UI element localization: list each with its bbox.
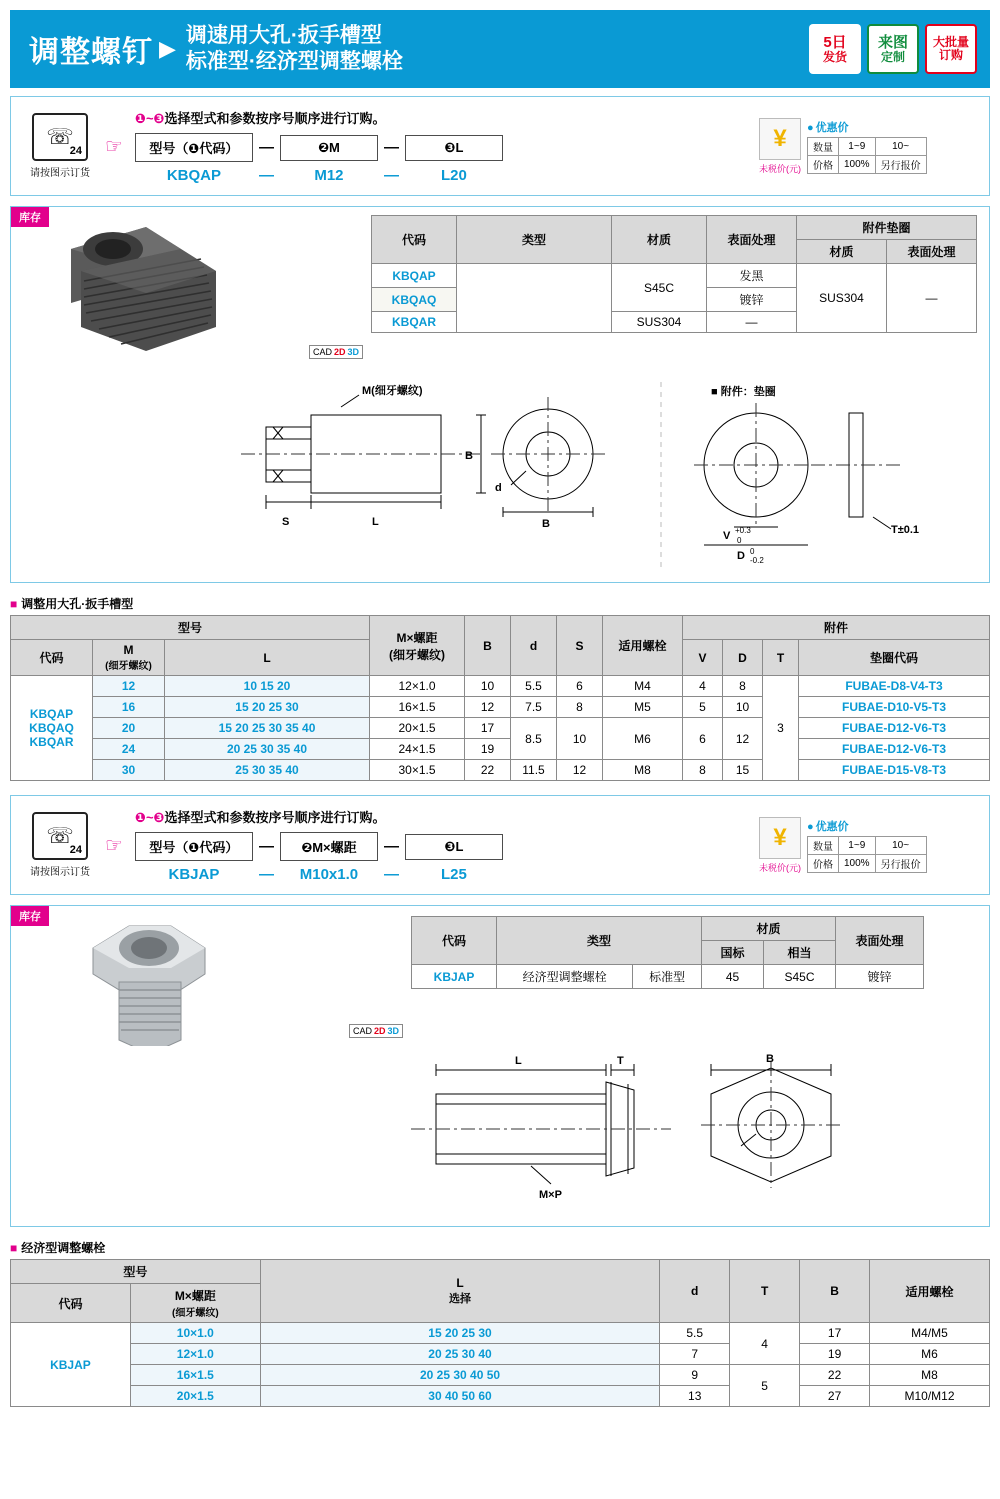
dash-1: —	[258, 139, 274, 156]
svg-text:■ 附件：垫圈: ■ 附件：垫圈	[711, 386, 776, 398]
order-field-model-2[interactable]: 型号（❶代码）	[135, 832, 253, 861]
technical-drawing-1	[11, 367, 989, 582]
phone-24h-icon-2: ☏ 24	[32, 812, 88, 860]
phone-24h-icon: ☏ 24	[32, 113, 88, 161]
table-row: KBQAP KBQAQ KBQAR 12 10 15 20 12×1.0 10 5.5 6 M4 4 8 3 FUBAE-D8-V4-T3	[11, 676, 990, 697]
stock-badge-1: 库存	[11, 207, 49, 227]
yen-icon-2: ¥	[759, 817, 801, 859]
pointing-hand-icon-2: ☞	[105, 834, 123, 857]
svg-text:D: D	[737, 550, 745, 562]
table-row: KBQAR SUS304 —	[372, 312, 977, 333]
table-row: 30 25 30 35 40 30×1.5 22 11.5 12 M8 8 15 FUBAE-D15-V8-T3	[11, 760, 990, 781]
badge-custom: 来图 定制	[867, 24, 919, 74]
table-row: KBQAP S45C 发黑 SUS304 —	[372, 264, 977, 288]
subtitle-line2: 标准型·经济型调整螺栓	[185, 50, 403, 73]
yen-icon-1: ¥	[759, 118, 801, 160]
svg-text:0: 0	[750, 547, 755, 556]
table-row: KBJAP 10×1.0 15 20 25 30 5.5 4 17 M4/M5	[11, 1323, 990, 1344]
svg-text:V: V	[723, 530, 731, 542]
pointing-hand-icon: ☞	[105, 135, 123, 158]
order-value-pitch-2: M10x1.0	[299, 866, 359, 883]
spec-table-2: 代码 类型 材质 表面处理 国标 相当 KBJAP 经济型调整螺栓 标准型 45 S45C 镀锌	[411, 916, 924, 989]
table-row: KBQAQ 镀锌	[372, 288, 977, 312]
catalog-page	[0, 10, 1000, 1499]
order-instruction-box-1	[10, 96, 990, 196]
svg-text:d: d	[495, 482, 502, 494]
cad-download-1[interactable]: CAD 2D 3D	[309, 345, 363, 359]
svg-text:T±0.1: T±0.1	[891, 524, 920, 536]
table-row: 20×1.5 30 40 50 60 13 27 M10/M12	[11, 1386, 990, 1407]
product-photo-2	[11, 906, 411, 1046]
page-header	[10, 10, 990, 88]
order-example-1: KBQAP — M12 — L20	[135, 167, 759, 184]
svg-text:S: S	[282, 516, 290, 528]
product-panel-1	[10, 206, 990, 583]
svg-text:M(细牙螺纹): M(细牙螺纹)	[362, 385, 423, 397]
order-code-builder-1	[129, 108, 759, 184]
order-field-l-1[interactable]: ❸L	[405, 135, 503, 161]
price-title-2: ● 优惠价	[807, 818, 927, 834]
phone-order-icon-2: ☏ 24 请按图示订货	[21, 812, 99, 878]
svg-text:B: B	[766, 1053, 774, 1065]
svg-text:M×P: M×P	[539, 1189, 562, 1201]
svg-text:+0.3: +0.3	[735, 526, 751, 535]
order-fields-1	[135, 133, 759, 162]
stock-badge-2: 库存	[11, 906, 49, 926]
table-row: 12×1.0 20 25 30 40 7 19 M6	[11, 1344, 990, 1365]
page-title: 调整螺钉	[29, 36, 153, 69]
order-value-model-2: KBJAP	[168, 866, 220, 883]
tax-note-1: 未税价(元)	[759, 163, 801, 174]
order-value-l-2: L25	[441, 866, 467, 883]
price-title-1: ● 优惠价	[807, 119, 927, 135]
section-title-2: ■ 经济型调整螺栓	[10, 1239, 990, 1256]
order-fields-2: 型号（❶代码） — ❷M×螺距 — ❸L	[135, 832, 759, 861]
order-field-m-1[interactable]: ❷M	[280, 135, 378, 161]
table-row: KBJAP 经济型调整螺栓 标准型 45 S45C 镀锌	[412, 965, 924, 989]
price-box-2	[759, 817, 989, 874]
subtitle-line1: 调速用大孔·扳手槽型	[185, 23, 382, 47]
svg-text:0: 0	[737, 536, 742, 545]
order-note-2: ❶~❸选择型式和参数按序号顺序进行订购。	[134, 810, 386, 825]
dash-2: —	[383, 139, 399, 156]
table-row: 16×1.5 20 25 30 40 50 9 5 22 M8	[11, 1365, 990, 1386]
order-example-2: KBJAP — M10x1.0 — L25	[135, 866, 759, 883]
order-instruction-box-2	[10, 795, 990, 895]
product-image-1	[11, 207, 371, 367]
dimension-table-2: 型号 L 选择 d T B 适用螺栓 代码 M×螺距 (细牙螺纹) KBJAP 10×1.0 15 20 25 30 5.5 4 17 M4/M5 12×1.0 20 25 30 40 7 19 M6 16×1.5 20 25 30 40 50 9 5 22 M8 20×1.5 30 40 50 60 13 27 M10/M12	[10, 1259, 990, 1407]
table-row: 16 15 20 25 30 16×1.5 12 7.5 8 M5 5 10 FUBAE-D10-V5-T3	[11, 697, 990, 718]
order-value-m-1: M12	[314, 167, 344, 184]
dimension-table-1: 型号 M×螺距 (细牙螺纹) B d S 适用螺栓 附件 代码 M (细牙螺纹) L V D T 垫圈代码 KBQAP KBQAQ KBQAR 12 10 15 20 12×1.0 10 5.5 6 M4 4 8 3 FUBAE-D8-V4-T3 16 15 20 25 30 16×1.5 12 7.5 8 M5 5 10 FUBAE-D10-V5-T3 20 15 20 25 30 35 40 20×1.5 17 8.5 10 M6 6 12 FUBAE-D12-V6-T3 24 20 25 30 35 40 24×1.5 19 FUBAE-D12-V6-T3 30 25 30 35 40 30×1.5 22 11.5 12 M8 8 15 FUBAE-D15-V8-T3	[10, 615, 990, 781]
order-field-l-2[interactable]: ❸L	[405, 834, 503, 860]
section-title-1: ■ 调整用大孔·扳手槽型	[10, 595, 990, 612]
svg-text:L: L	[372, 516, 379, 528]
price-box-1	[759, 118, 989, 175]
svg-text:L: L	[515, 1055, 522, 1067]
phone-order-icon: ☏ 24 请按图示订货	[21, 113, 99, 179]
order-value-l-1: L20	[441, 167, 467, 184]
badge-bulk: 大批量 订购	[925, 24, 977, 74]
price-table-2: 数量 1~9 10~ 价格 100% 另行报价	[807, 836, 927, 873]
badge-5day: 5日 发货	[809, 24, 861, 74]
order-value-model-1: KBQAP	[166, 167, 222, 184]
arrow-icon: ▶	[159, 36, 176, 61]
order-field-pitch-2[interactable]: ❷M×螺距	[280, 832, 378, 861]
product-panel-2	[10, 905, 990, 1227]
svg-text:-0.2: -0.2	[750, 556, 764, 565]
spec-table-1: 代码 类型 材质 表面处理 附件垫圈 材质 表面处理 KBQAP S45C 发黑 SUS304 — KBQAQ 镀锌 KBQAR SUS304 —	[371, 215, 977, 333]
svg-text:B: B	[465, 450, 473, 462]
tax-note-2: 未税价(元)	[759, 862, 801, 873]
header-badges	[809, 24, 977, 74]
order-note-1: ❶~❸选择型式和参数按序号顺序进行订购。	[134, 111, 386, 126]
table-row: 20 15 20 25 30 35 40 20×1.5 17 8.5 10 M6 6 12 FUBAE-D12-V6-T3	[11, 718, 990, 739]
cad-download-2[interactable]: CAD 2D 3D	[349, 1024, 403, 1038]
table-row: 24 20 25 30 35 40 24×1.5 19 FUBAE-D12-V6-T3	[11, 739, 990, 760]
price-table-1: 数量 1~9 10~ 价格 100% 另行报价	[807, 137, 927, 174]
technical-drawing-2	[11, 1046, 989, 1226]
product-photo-1	[11, 207, 371, 367]
page-subtitle	[186, 23, 403, 76]
svg-text:B: B	[542, 518, 550, 530]
svg-text:T: T	[617, 1055, 624, 1067]
order-field-model-1[interactable]: 型号（❶代码）	[135, 133, 253, 162]
order-code-builder-2	[129, 807, 759, 883]
